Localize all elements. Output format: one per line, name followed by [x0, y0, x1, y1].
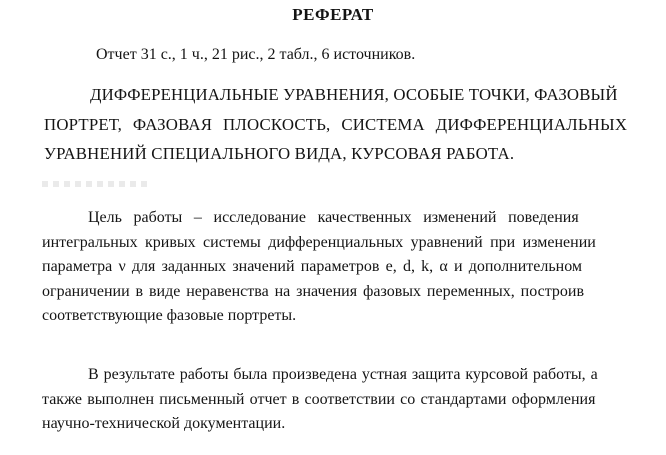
paragraph-line: также выполнен письменный отчет в соответствии со стандартами оформления	[42, 390, 596, 408]
paragraph-line: соответствующие фазовые портреты.	[42, 307, 297, 325]
keywords-block	[44, 80, 656, 169]
paragraph-line: Цель работы – исследование качественных изменений поведения	[88, 209, 579, 226]
keywords-line	[44, 139, 656, 169]
goal-paragraph	[42, 206, 656, 329]
paragraph-line: параметра ν для заданных значений параметров e, d, k, α и дополнительном	[42, 258, 583, 276]
keywords-line: ДИФФЕРЕНЦИАЛЬНЫЕ УРАВНЕНИЯ, ОСОБЫЕ ТОЧКИ, ФАЗОВЫЙ	[90, 85, 618, 104]
scan-artifact	[42, 181, 152, 187]
result-paragraph	[42, 363, 656, 437]
paragraph-line: ограничении в виде неравенства на значения фазовых переменных, построив	[42, 282, 585, 300]
keywords-line-text: УРАВНЕНИЙ СПЕЦИАЛЬНОГО ВИДА, КУРСОВАЯ РАБОТА.	[44, 144, 515, 163]
paragraph-line: В результате работы была произведена устная защита курсовой работы, а	[88, 366, 598, 383]
paragraph-line: научно-технической документации.	[42, 415, 286, 433]
keywords-line: ПОРТРЕТ, ФАЗОВАЯ ПЛОСКОСТЬ, СИСТЕМА ДИФФЕРЕНЦИАЛЬНЫХ	[44, 114, 628, 134]
document-title: РЕФЕРАТ	[292, 5, 374, 24]
paragraph-line: интегральных кривых системы дифференциальных уравнений при изменении	[42, 233, 596, 251]
report-summary: Отчет 31 с., 1 ч., 21 рис., 2 табл., 6 источников.	[96, 46, 416, 63]
